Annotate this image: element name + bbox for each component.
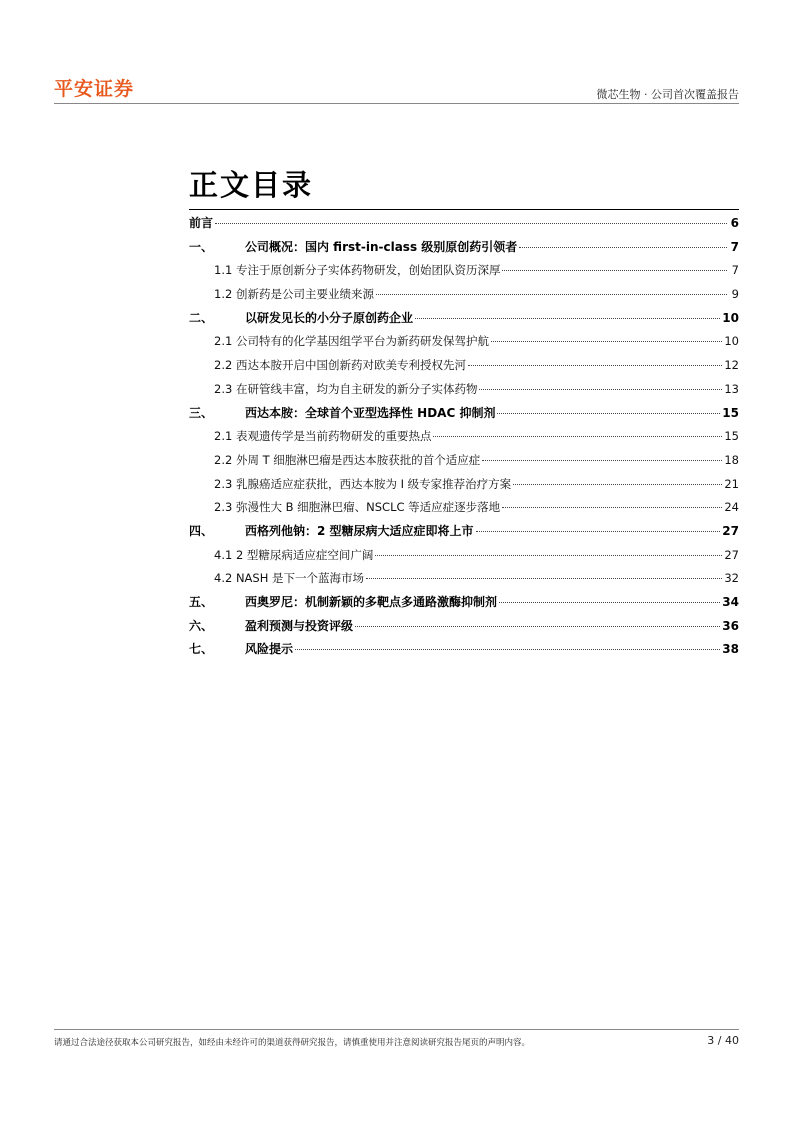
toc-entry-text: 2.2 西达本胺开启中国创新药对欧美专利授权先河 [214,358,466,373]
toc-entry-text: 4.1 2 型糖尿病适应症空间广阔 [214,547,374,562]
toc-leader-dots [295,649,720,650]
toc-leader-dots [376,294,727,295]
toc-entry-text: 以研发见长的小分子原创药企业 [245,310,414,325]
toc-entry-number: 三、 [189,405,214,420]
header-divider [54,103,739,104]
company-logo: 平安证券 [54,78,135,100]
toc-entry-page: 27 [722,523,739,538]
toc-leader-dots [355,626,720,627]
toc-entry-page: 32 [724,571,739,586]
toc-entry-number: 六、 [189,618,214,633]
toc-leader-dots [415,318,720,319]
toc-entry-page: 15 [722,405,739,420]
toc-entry-text: 西格列他钠：2 型糖尿病大适应症即将上市 [245,523,474,538]
toc-entry[interactable] [189,259,739,283]
toc-entry-page: 34 [722,595,739,609]
toc-entry-page: 18 [724,452,739,467]
toc-entry[interactable] [189,544,739,568]
toc-entry[interactable] [189,615,739,639]
toc-entry-text: 2.2 外周 T 细胞淋巴瘤是西达本胺获批的首个适应症 [214,452,481,467]
toc-entry-page: 7 [730,239,739,254]
toc-entry-text: 1.2 创新药是公司主要业绩来源 [214,287,374,302]
toc-entry[interactable] [189,520,739,544]
footer-disclaimer: 请通过合法途径获取本公司研究报告，如经由未经许可的渠道获得研究报告，请慎重使用并注意阅读研究报告尾页的声明内容。 [54,1038,531,1048]
toc-leader-dots [468,365,722,366]
toc-entry-text: 2.1 表观遗传学是当前药物研发的重要热点 [214,429,432,444]
table-of-contents [189,212,739,662]
toc-leader-dots [513,484,722,485]
toc-leader-dots [215,223,727,224]
toc-entry-page: 7 [731,263,739,278]
toc-entry-page: 9 [731,287,739,302]
toc-entry-text: 1.1 专注于原创新分子实体药物研发，创始团队资历深厚 [214,263,501,278]
toc-entry-page: 10 [724,334,739,349]
page-number: 3 / 40 [707,1034,739,1047]
toc-entry-text: 西达本胺：全球首个亚型选择性 HDAC 抑制剂 [245,405,496,420]
toc-entry-page: 10 [722,310,739,325]
toc-entry-page: 24 [724,500,739,515]
toc-leader-dots [476,531,721,532]
toc-entry-number: 五、 [189,595,214,609]
toc-entry-text: 盈利预测与投资评级 [245,618,354,633]
toc-entry-text: 公司概况：国内 first-in-class 级别原创药引领者 [245,239,518,254]
toc-entry-number: 一、 [189,239,214,254]
toc-entry[interactable] [189,283,739,307]
report-title-header: 微芯生物 · 公司首次覆盖报告 [596,88,739,101]
toc-entry-page: 38 [722,642,739,657]
toc-entry[interactable] [189,402,739,426]
toc-leader-dots [519,247,727,248]
toc-leader-dots [499,602,720,603]
toc-entry[interactable] [189,425,739,449]
toc-entry[interactable] [189,354,739,378]
toc-entry[interactable] [189,473,739,497]
toc-entry-page: 12 [724,358,739,373]
toc-entry-text: 西奥罗尼：机制新颖的多靶点多通路激酶抑制剂 [245,595,498,609]
toc-leader-dots [502,507,722,508]
toc-leader-dots [491,341,722,342]
toc-entry-page: 6 [730,216,739,230]
toc-leader-dots [482,460,722,461]
toc-entry-page: 15 [724,429,739,444]
toc-entry-text: 前言 [189,216,214,230]
toc-entry-number: 四、 [189,523,214,538]
toc-entry-text: 风险提示 [245,642,294,657]
toc-entry-text: 2.1 公司特有的化学基因组学平台为新药研发保驾护航 [214,334,489,349]
toc-entry[interactable] [189,638,739,662]
toc-entry[interactable] [189,449,739,473]
toc-leader-dots [479,389,722,390]
toc-entry-number: 七、 [189,642,214,657]
toc-entry[interactable] [189,236,739,260]
toc-entry[interactable] [189,212,739,236]
toc-entry[interactable] [189,330,739,354]
toc-entry-page: 27 [724,547,739,562]
toc-leader-dots [502,270,727,271]
toc-entry-text: 2.3 弥漫性大 B 细胞淋巴瘤、NSCLC 等适应症逐步落地 [214,500,501,515]
toc-entry-number: 二、 [189,310,214,325]
footer-divider [54,1029,739,1030]
toc-entry-page: 13 [724,381,739,396]
toc-leader-dots [366,578,722,579]
toc-heading: 正文目录 [189,168,314,202]
toc-entry[interactable] [189,591,739,615]
toc-entry[interactable] [189,378,739,402]
toc-entry-page: 36 [722,618,739,633]
toc-leader-dots [497,413,720,414]
toc-entry[interactable] [189,567,739,591]
toc-heading-rule [189,209,739,210]
toc-entry-page: 21 [724,476,739,491]
toc-entry[interactable] [189,307,739,331]
toc-entry-text: 4.2 NASH 是下一个蓝海市场 [214,571,365,586]
toc-leader-dots [433,436,722,437]
toc-entry-text: 2.3 在研管线丰富，均为自主研发的新分子实体药物 [214,381,478,396]
toc-leader-dots [375,555,722,556]
toc-entry-text: 2.3 乳腺癌适应症获批，西达本胺为 I 级专家推荐治疗方案 [214,476,512,491]
toc-entry[interactable] [189,496,739,520]
